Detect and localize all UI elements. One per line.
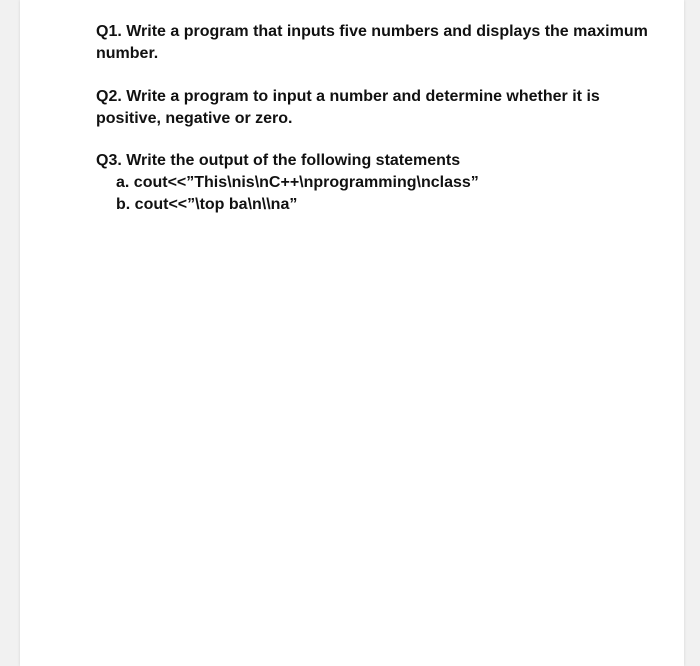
- document-page: [20, 0, 684, 666]
- question-2: [96, 86, 656, 130]
- question-2-text: Q2. Write a program to input a number and determine whether it is positive, negative or zero.: [96, 88, 600, 127]
- question-3: [96, 150, 656, 216]
- question-3-item-b: b. cout<<”\top ba\n\\na”: [116, 196, 298, 213]
- question-1: [96, 21, 656, 65]
- question-1-text: Q1. Write a program that inputs five numbers and displays the maximum number.: [96, 23, 648, 62]
- question-3-item-a: a. cout<<”This\nis\nC++\nprogramming\nclass”: [116, 174, 479, 191]
- question-3-text: Q3. Write the output of the following statements: [96, 152, 461, 169]
